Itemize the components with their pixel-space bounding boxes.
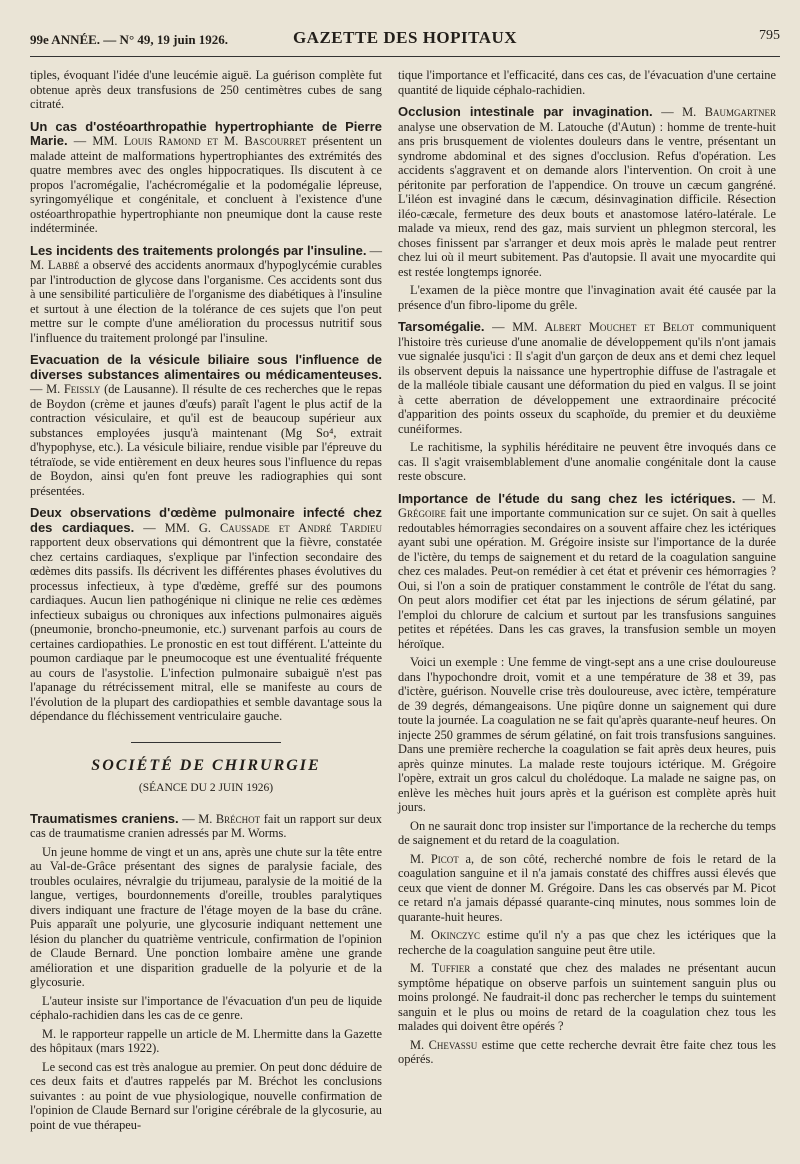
paragraph-text: estime qu'il n'y a pas que chez les ictériques que la recherche de la coagulation sanguine peut être utile.: [398, 928, 776, 957]
section-heading: Un cas d'ostéoarthropathie hypertrophiante de Pierre Marie.: [30, 118, 382, 148]
paragraph: [398, 928, 776, 957]
section-heading: Les incidents des traitements prolongés par l'insuline.: [30, 242, 367, 258]
author-names: M. Picot: [410, 851, 459, 866]
issue-info: 99e ANNÉE. — N° 49, 19 juin 1926.: [30, 32, 229, 47]
paragraph-text: Le rachitisme, la syphilis héréditaire ne peuvent être invoqués dans ce cas. Il s'agit vraisemblablement d'une anomalie congénitale dont la cause reste obscure.: [398, 440, 776, 483]
paragraph-text: (de Lausanne). Il résulte de ces recherches que le repas de Boydon (crème et jaunes d'œufs) paraît l'agent le plus actif de la contraction vésiculaire, et qu'il est de beaucoup supérieur aux substances employées jusqu'à maintenant (Mg So⁴, extrait d'hypophyse, etc.). La vésicule biliaire, rendue visible par l'épreuve du tétraïode, se vide entièrement en deux heures sous l'influence du repas de Boydon, ainsi qu'en font preuve les radiographies qui sont présentées.: [30, 382, 382, 498]
paragraph-text: M. le rapporteur rappelle un article de M. Lhermitte dans la Gazette des hôpitaux (mars 1922).: [30, 1026, 382, 1055]
paragraph: [30, 68, 382, 112]
paragraph: [398, 852, 776, 925]
author-names: M. Grégoire: [398, 491, 776, 520]
right-column: [398, 68, 776, 1071]
paragraph-text: a observé des accidents anormaux d'hypoglycémie curables par l'introduction de glycose dans l'organisme. Ces accidents sont dus à une sensibilité particulière de l'organisme des diabétiques à l'insuline et surtout à une élection de la tolérance de ces sujets que l'on peut mettre sur le compte d'une amélioration du processus nutritif sous l'influence du traitement prolongé par l'insuline.: [30, 258, 382, 345]
author-names: MM. Louis Ramond et M. Bascourret: [92, 134, 307, 148]
author-names: M. Bréchot: [198, 811, 261, 826]
paragraph: [398, 440, 776, 484]
article-section: Importance de l'étude du sang chez les ictériques. — M. Grégoire fait une importante communication sur ce sujet. On sait à quelles redoutables hémorragies secondaires on a souvent affaire chez les ictériques ayant subi une opération. M. Grégoire insiste sur l'importance de la durée de l'ictère, du temps de saignement et du retard de la coagulation sanguine chez ces malades. Peut-on remédier à cet état et prévenir ces hémorragies ? Oui, si l'on a soin de pratiquer constamment le contrôle de l'état du sang. On peut alors modifier cet état par les injections de sérum gélatiné, par l'emploi du chlorure de calcium et surtout par les transfusions sanguines petites et répétées. Dans les cas graves, la transfusion semble un moyen héroïque.: [398, 490, 776, 651]
paragraph-text: fait une importante communication sur ce sujet. On sait à quelles redoutables hémorragies secondaires on a souvent affaire chez les ictériques ayant subi une opération. M. Grégoire insiste sur l'importance de la durée de l'ictère, du temps de saignement et du retard de la coagulation sanguine chez ces malades. Peut-on remédier à cet état et prévenir ces hémorragies ? Oui, si l'on a soin de pratiquer constamment le contrôle de l'état du sang. On peut alors modifier cet état par les injections de sérum gélatiné, par l'emploi du chlorure de calcium et surtout par les transfusions sanguines petites et répétées. Dans les cas graves, la transfusion semble un moyen héroïque.: [398, 506, 776, 651]
society-title: SOCIÉTÉ DE CHIRURGIE: [91, 756, 321, 774]
paragraph: [398, 1038, 776, 1067]
author-names: M. Baumgartner: [682, 105, 776, 119]
paragraph-text: L'examen de la pièce montre que l'invagination avait été causée par la présence d'un fibro-lipome du grêle.: [398, 283, 776, 312]
section-heading: Deux observations d'œdème pulmonaire infecté chez des cardiaques.: [30, 505, 382, 535]
author-names: M. Chevassu: [410, 1037, 478, 1052]
section-heading: Tarsomégalie.: [398, 319, 485, 334]
article-section: Evacuation de la vésicule biliaire sous l'influence de diverses substances alimentaires ou médicamenteuses. — M. Feissly (de Lausanne). Il résulte de ces recherches que le repas de Boydon (crème et jaunes d'œufs) paraît l'agent le plus actif de la contraction vésiculaire, et qu'il est de beaucoup supérieur aux substances employées jusqu'à maintenant (Mg So⁴, extrait d'hypophyse, etc.). La vésicule biliaire, rendue visible par l'épreuve du tétraïode, se vide entièrement en deux heures sous l'influence du repas de Boydon, ainsi qu'en font preuve les radiographies qui sont présentées.: [30, 352, 382, 498]
left-column: [30, 68, 382, 1136]
author-names: M. Feissly: [46, 382, 101, 396]
author-names: M. Labbé: [30, 258, 80, 272]
paragraph: [30, 1027, 382, 1056]
paragraph-text: On ne saurait donc trop insister sur l'importance de la recherche du temps de saignement et du retard de la coagulation.: [398, 818, 776, 847]
author-names: M. Okinczyc: [410, 928, 480, 942]
paragraph-text: estime que cette recherche devrait être faite chez tous les opérés.: [398, 1037, 776, 1066]
paragraph: [398, 283, 776, 312]
paragraph-text: rapportent deux observations qui démontrent que la fièvre, constatée chez certains cardiaques, s'explique par l'infection secondaire des œdèmes dits passifs. Ils décrivent les différentes phases évolutives du processus infectieux, à type d'œdème, greffé sur des poumons cardiaques. Aucun lien pathogénique ni clinique ne relie ces œdèmes infectieux subaigus ou chroniques aux infections pulmonaires aiguës (pneumonie, broncho-pneumonie, etc.) survenant parfois au cours de certaines cardiopathies. Le pronostic en est tout différent. L'atteinte du poumon cardiaque par le pneumocoque est une éventualité fréquente au cours de l'asystolie. L'infection pulmonaire subaiguë n'est pas l'apanage du rétrécissement mitral, elle se manifeste au cours de l'évolution de la plupart des cardiopathies et semble davantage sous la dépendance du fléchissement ventriculaire gauche.: [30, 535, 382, 723]
section-heading: Importance de l'étude du sang chez les ictériques.: [398, 490, 736, 506]
session-date: (SÉANCE DU 2 JUIN 1926): [138, 782, 274, 794]
paragraph: [30, 994, 382, 1023]
paragraph: [30, 845, 382, 990]
paragraph-text: Le second cas est très analogue au premier. On peut donc déduire de ces deux faits et d'autres rappelés par M. Bréchot les conclusions suivantes : au point de vue physiologique, nouvelle confirmation de l'opinion de Claude Bernard sur l'origine cérébrale de la glycosurie, au point de vue thérapeu-: [30, 1059, 382, 1132]
journal-title: GAZETTE DES HOPITAUX: [292, 28, 518, 47]
paragraph-text: tiples, évoquant l'idée d'une leucémie aiguë. La guérison complète fut obtenue après deux transfusions de 250 centimètres cubes de sang citraté.: [30, 68, 382, 111]
article-section: Traumatismes craniens. — M. Bréchot fait un rapport sur deux cas de traumatisme cranien adressés par M. Worms.: [30, 810, 382, 840]
section-divider: [131, 742, 281, 743]
paragraph-text: tique l'importance et l'efficacité, dans ces cas, de l'évacuation d'une certaine quantité de liquide céphalo-rachidien.: [398, 68, 776, 97]
paragraph: [398, 655, 776, 815]
paragraph-text: L'auteur insiste sur l'importance de l'évacuation d'un peu de liquide céphalo-rachidien dans les cas de ce genre.: [30, 993, 382, 1022]
section-heading: Occlusion intestinale par invagination.: [398, 104, 653, 119]
paragraph-text: a, de son côté, recherché nombre de fois le retard de la coagulation sanguine et il n'a jamais constaté des chiffres aussi élevés que ceux que vient de donner M. Grégoire. Dans les cas observés par M. Picot ce retard n'a jamais dépassé quarante-cinq minutes, nous sommes loin de quarante-huit heures.: [398, 851, 776, 924]
article-section: Tarsomégalie. — MM. Albert Mouchet et Belot communiquent l'histoire très curieuse d'une anomalie de développement qu'ils n'ont jamais vue signalée jusqu'ici : Il s'agit d'un garçon de deux ans et demi chez lequel ils observent depuis la naissance une hypertrophie diffuse de l'astragale et de la malléole tibiale causant une déformation du pied en valgus. Il se joint à cette aberration de développement une extraordinaire précocité d'apparition des points osseux du scaphoïde, du premier et du deuxième cunéiformes.: [398, 319, 776, 436]
article-section: Un cas d'ostéoarthropathie hypertrophiante de Pierre Marie. — MM. Louis Ramond et M. Bascourret présentent un malade atteint de malformations hypertrophiantes des extrémités des quatre membres avec des ongles hippocratiques. Ils discutent à ce propos l'acromégalie, l'achécromégalie et la podomégalie lépreuse, syringomyélique et congénitale, et concluent à l'existence d'une ostéoarthropathie hypertrophiante non pneumique dont la cause reste indéterminée.: [30, 118, 383, 235]
paragraph-text: Un jeune homme de vingt et un ans, après une chute sur la tête entre au Val-de-Grâce présentant des signes de paralysie faciale, des troubles oculaires, névralgie du trijumeau, paralysie de la moitié de la langue, vertiges, bourdonnements d'oreille, troubles paralytiques divers indiquant une fracture de l'étage moyen de la base du crâne. Puis apparaît une polyurie, une glycosurie indiquant nettement une lésion du plancher du quatrième ventricule, confirmation de l'opinion de Claude Bernard. Une ponction lombaire amène une grande amélioration et une disparition graduelle de la polyurie et de la glycosurie.: [30, 844, 382, 989]
paragraph-text: analyse une observation de M. Latouche (d'Autun) : homme de trente-huit ans pris brusquement de violentes douleurs dans le ventre, présentant un syndrome abdominal et des signes d'occlusion. Refus d'opération. Les accidents s'aggravent et on demande alors l'intervention. On croit à une péritonite par perforation de l'appendice. On trouve un cæcum gangréné. L'iléon est invaginé dans le cæcum, désinvagination difficile. Résection iléo-cæcale, fermeture des deux bouts et anastomose latéro-latérale. Le malade va mieux, rend des gaz, mais survient un phlegmon stercoral, les choses finissent par s'arranger et deux mois après le malade peut rentrer chez lui où il meurt subitement. Pas d'autopsie. Il avait une myocardite qui est restée longtemps ignorée.: [398, 119, 776, 279]
article-section: Occlusion intestinale par invagination. — M. Baumgartner analyse une observation de M. Latouche (d'Autun) : homme de trente-huit ans pris brusquement de violentes douleurs dans le ventre, présentant un syndrome abdominal et des signes d'occlusion. Refus d'opération. Les accidents s'aggravent et on demande alors l'intervention. On croit à une péritonite par perforation de l'appendice. On trouve un cæcum gangréné. L'iléon est invaginé dans le cæcum, désinvagination difficile. Résection iléo-cæcale, fermeture des deux bouts et anastomose latéro-latérale. Le malade va mieux, rend des gaz, mais survient un phlegmon stercoral, les choses finissent par s'arranger et deux mois après le malade peut rentrer chez lui où il meurt subitement. Pas d'autopsie. Il avait une myocardite qui est restée longtemps ignorée.: [398, 104, 776, 279]
paragraph: [398, 961, 776, 1034]
page-header: [30, 26, 780, 57]
paragraph: [398, 68, 776, 97]
paragraph: [30, 1060, 382, 1133]
author-names: MM. Albert Mouchet et Belot: [512, 320, 694, 334]
author-names: MM. G. Caussade et André Tardieu: [164, 520, 382, 535]
author-names: M. Tuffier: [410, 961, 471, 975]
paragraph-text: présentent un malade atteint de malformations hypertrophiantes des extrémités des quatre membres avec des ongles hippocratiques. Ils discutent à ce propos l'acromégalie, l'achécromégalie et la podomégalie lépreuse, syringomyélique et congénitale, et concluent à l'existence d'une ostéoarthropathie hypertrophiante non pneumique dont la cause reste indéterminée.: [30, 134, 383, 235]
section-heading: Traumatismes craniens.: [30, 810, 179, 826]
paragraph-text: Voici un exemple : Une femme de vingt-sept ans a une crise douloureuse dans l'hypochondre droit, vomit et a une température de 38 et 39, pas d'ictère, guérison. Nouvelle crise très douloureuse, avec ictère, température de 39 degrés, démangeaisons. Une piqûre donne un saignement qui dure toute la journée. La coagulation ne se fait qu'après quarante-neuf heures. On injecte 250 grammes de sérum gélatiné, on fait trois transfusions sanguines. Dans une première recherche la coagulation se fait après deux heures, puis après quinze minutes. La malade reste toujours ictérique. M. Grégoire l'opère, extrait un gros calcul du cholédoque. La malade ne saigne pas, on enlève les mèches huit jours après et la guérison est complète après huit jours.: [398, 655, 776, 814]
paragraph-text: fait un rapport sur deux cas de traumatisme cranien adressés par M. Worms.: [30, 811, 382, 840]
article-section: Deux observations d'œdème pulmonaire infecté chez des cardiaques. — MM. G. Caussade et André Tardieu rapportent deux observations qui démontrent que la fièvre, constatée chez certains cardiaques, s'explique par l'infection secondaire des œdèmes dits passifs. Ils décrivent les différentes phases évolutives du processus infectieux, à type d'œdème, greffé sur des poumons cardiaques. Aucun lien pathogénique ni clinique ne relie ces œdèmes infectieux subaigus ou chroniques aux infections pulmonaires aiguës (pneumonie, broncho-pneumonie, etc.) survenant parfois au cours de certaines cardiopathies. Le pronostic en est tout différent. L'atteinte du poumon cardiaque par le pneumocoque est une éventualité fréquente au cours de l'asystolie. L'infection pulmonaire subaiguë n'est pas l'apanage du rétrécissement mitral, elle se manifeste au cours de l'évolution de la plupart des cardiopathies et semble davantage sous la dépendance du fléchissement ventriculaire gauche.: [30, 505, 382, 723]
page-number: 795: [759, 28, 780, 43]
article-section: Les incidents des traitements prolongés par l'insuline. — M. Labbé a observé des accidents anormaux d'hypoglycémie curables par l'introduction de glycose dans l'organisme. Ces accidents sont dus à une sensibilité particulière de l'organisme des diabétiques à l'insuline et surtout à une élection de la tolérance de ces sujets que l'on peut mettre sur le compte d'une amélioration du processus nutritif sous l'influence du traitement prolongé par l'insuline.: [30, 242, 382, 345]
paragraph-text: a constaté que chez des malades ne présentant aucun symptôme hépatique on observe parfois un suintement sanguin plus ou moins prolongé. Ne faudrait-il donc pas rechercher le temps du suintement sanguin et le plus ou moins de retard de la coagulation chez tous les malades qui doivent être opérés ?: [398, 961, 776, 1033]
section-heading: Evacuation de la vésicule biliaire sous l'influence de diverses substances alimentaires ou médicamenteuses.: [30, 352, 382, 382]
paragraph: [398, 819, 776, 848]
paragraph-text: communiquent l'histoire très curieuse d'une anomalie de développement qu'ils n'ont jamais vue signalée jusqu'ici : Il s'agit d'un garçon de deux ans et demi chez lequel ils observent depuis la naissance une hypertrophie diffuse de l'astragale et de la malléole tibiale causant une déformation du pied en valgus. Il se joint à cette aberration de développement une extraordinaire précocité d'apparition des points osseux du scaphoïde, du premier et du deuxième cunéiformes.: [398, 320, 776, 436]
